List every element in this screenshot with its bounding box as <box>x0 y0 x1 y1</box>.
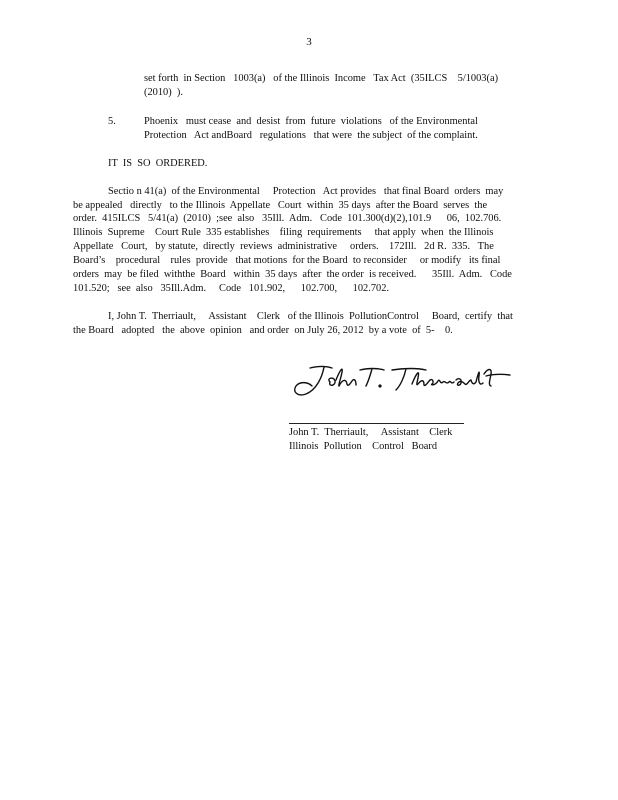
item4-line-2: (2010) ). <box>144 87 183 98</box>
handwritten-signature <box>288 356 524 404</box>
so-ordered-line: IT IS SO ORDERED. <box>108 158 208 169</box>
appeal-line-6: Board’s procedural rules provide that motions for the Board to reconsider or modify its final <box>73 255 501 266</box>
page-number: 3 <box>306 36 312 48</box>
appeal-line-5: Appellate Court, by statute, directly reviews administrative orders. 172Ill. 2d R. 335. The <box>73 241 494 252</box>
appeal-line-8: 101.520; see also 35Ill.Adm. Code 101.902, 102.700, 102.702. <box>73 283 390 294</box>
item5-number: 5. <box>108 116 116 127</box>
item4-line-1: set forth in Section 1003(a) of the Illinois Income Tax Act (35ILCS 5/1003(a) <box>144 73 499 84</box>
certification-line-2: the Board adopted the above opinion and order on July 26, 2012 by a vote of 5- 0. <box>73 325 453 336</box>
appeal-line-2: be appealed directly to the Illinois Appellate Court within 35 days after the Board serves the <box>73 200 488 211</box>
item5-line-1: Phoenix must cease and desist from future violations of the Environmental <box>144 116 478 127</box>
appeal-line-7: orders may be filed withthe Board within 35 days after the order is received. 35Ill. Adm. Code <box>73 269 512 280</box>
appeal-line-1: Sectio n 41(a) of the Environmental Protection Act provides that final Board orders may <box>108 186 504 197</box>
signatory-name: John T. Therriault, Assistant Clerk <box>289 427 453 438</box>
certification-line-1: I, John T. Therriault, Assistant Clerk of the Illinois PollutionControl Board, certify that <box>108 311 513 322</box>
appeal-line-4: Illinois Supreme Court Rule 335 establishes filing requirements that apply when the Illinois <box>73 227 494 238</box>
signatory-organization: Illinois Pollution Control Board <box>289 441 438 452</box>
signature-line <box>289 423 464 424</box>
appeal-line-3: order. 415ILCS 5/41(a) (2010) ;see also 35Ill. Adm. Code 101.300(d)(2),101.9 06, 102.706. <box>73 213 502 224</box>
item5-line-2: Protection Act andBoard regulations that were the subject of the complaint. <box>144 130 478 141</box>
